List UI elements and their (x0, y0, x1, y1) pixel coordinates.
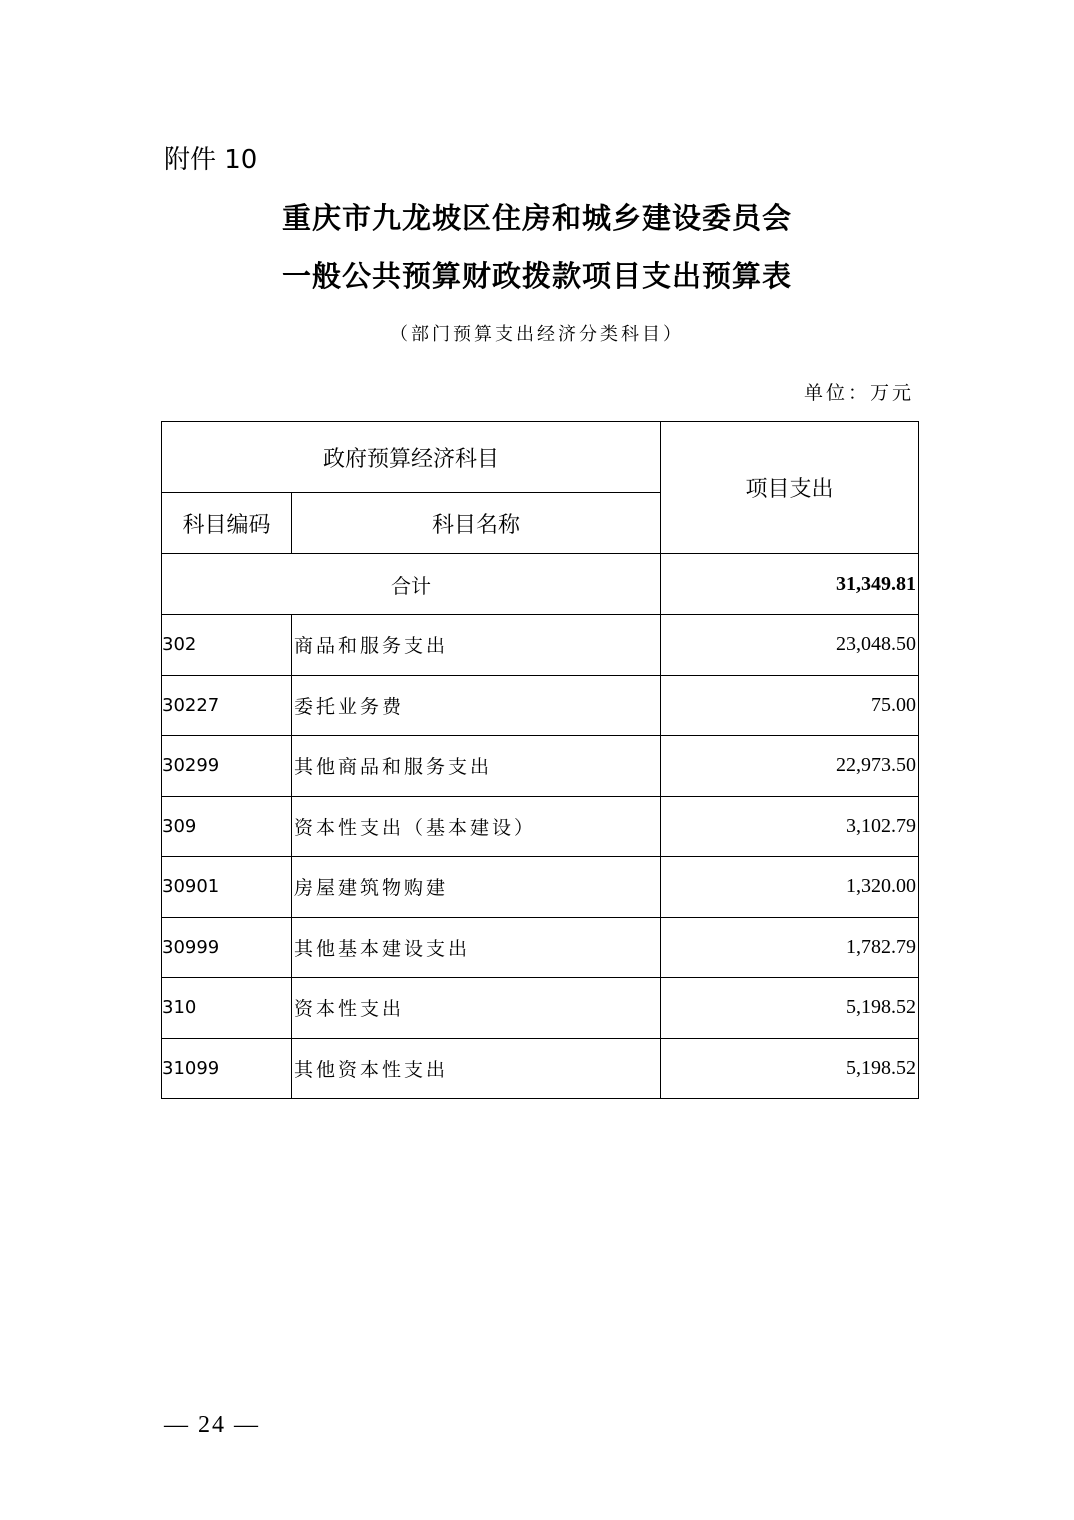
subject-code: 30299 (162, 736, 292, 797)
header-economic-subject-group: 政府预算经济科目 (162, 422, 661, 493)
table-row (162, 615, 919, 676)
header-subject-code: 科目编码 (162, 493, 292, 554)
subject-code: 30227 (162, 675, 292, 736)
subject-name: 其他资本性支出 (292, 1038, 661, 1099)
subject-name: 其他基本建设支出 (292, 917, 661, 978)
table-row (162, 978, 919, 1039)
attachment-label: 附件 10 (164, 145, 258, 175)
subject-code: 302 (162, 615, 292, 676)
project-amount: 22,973.50 (661, 736, 919, 797)
table-row (162, 1038, 919, 1099)
project-amount: 5,198.52 (661, 978, 919, 1039)
page-number: — 24 — (164, 1412, 260, 1438)
table-row (162, 675, 919, 736)
table-row (162, 857, 919, 918)
project-amount: 3,102.79 (661, 796, 919, 857)
document-title-line-2: 一般公共预算财政拨款项目支出预算表 (281, 259, 792, 293)
subject-name: 委托业务费 (292, 675, 661, 736)
header-project-expenditure: 项目支出 (661, 422, 919, 554)
header-subject-name: 科目名称 (292, 493, 661, 554)
subject-name: 资本性支出（基本建设） (292, 796, 661, 857)
project-amount: 5,198.52 (661, 1038, 919, 1099)
subject-name: 房屋建筑物购建 (292, 857, 661, 918)
document-title-line-1: 重庆市九龙坡区住房和城乡建设委员会 (281, 201, 792, 235)
table-row (162, 917, 919, 978)
subject-code: 30901 (162, 857, 292, 918)
project-amount: 1,782.79 (661, 917, 919, 978)
unit-label: 单位：万元 (803, 382, 914, 404)
project-amount: 23,048.50 (661, 615, 919, 676)
document-subtitle: （部门预算支出经济分类科目） (390, 324, 684, 345)
subject-code: 30999 (162, 917, 292, 978)
project-amount: 1,320.00 (661, 857, 919, 918)
subject-code: 309 (162, 796, 292, 857)
table-row (162, 736, 919, 797)
subject-name: 商品和服务支出 (292, 615, 661, 676)
total-amount: 31,349.81 (661, 554, 919, 615)
table-row (162, 796, 919, 857)
subject-name: 资本性支出 (292, 978, 661, 1039)
budget-table (161, 421, 919, 1099)
total-row (162, 554, 919, 615)
project-amount: 75.00 (661, 675, 919, 736)
subject-code: 31099 (162, 1038, 292, 1099)
total-label: 合计 (162, 554, 661, 615)
subject-code: 310 (162, 978, 292, 1039)
subject-name: 其他商品和服务支出 (292, 736, 661, 797)
